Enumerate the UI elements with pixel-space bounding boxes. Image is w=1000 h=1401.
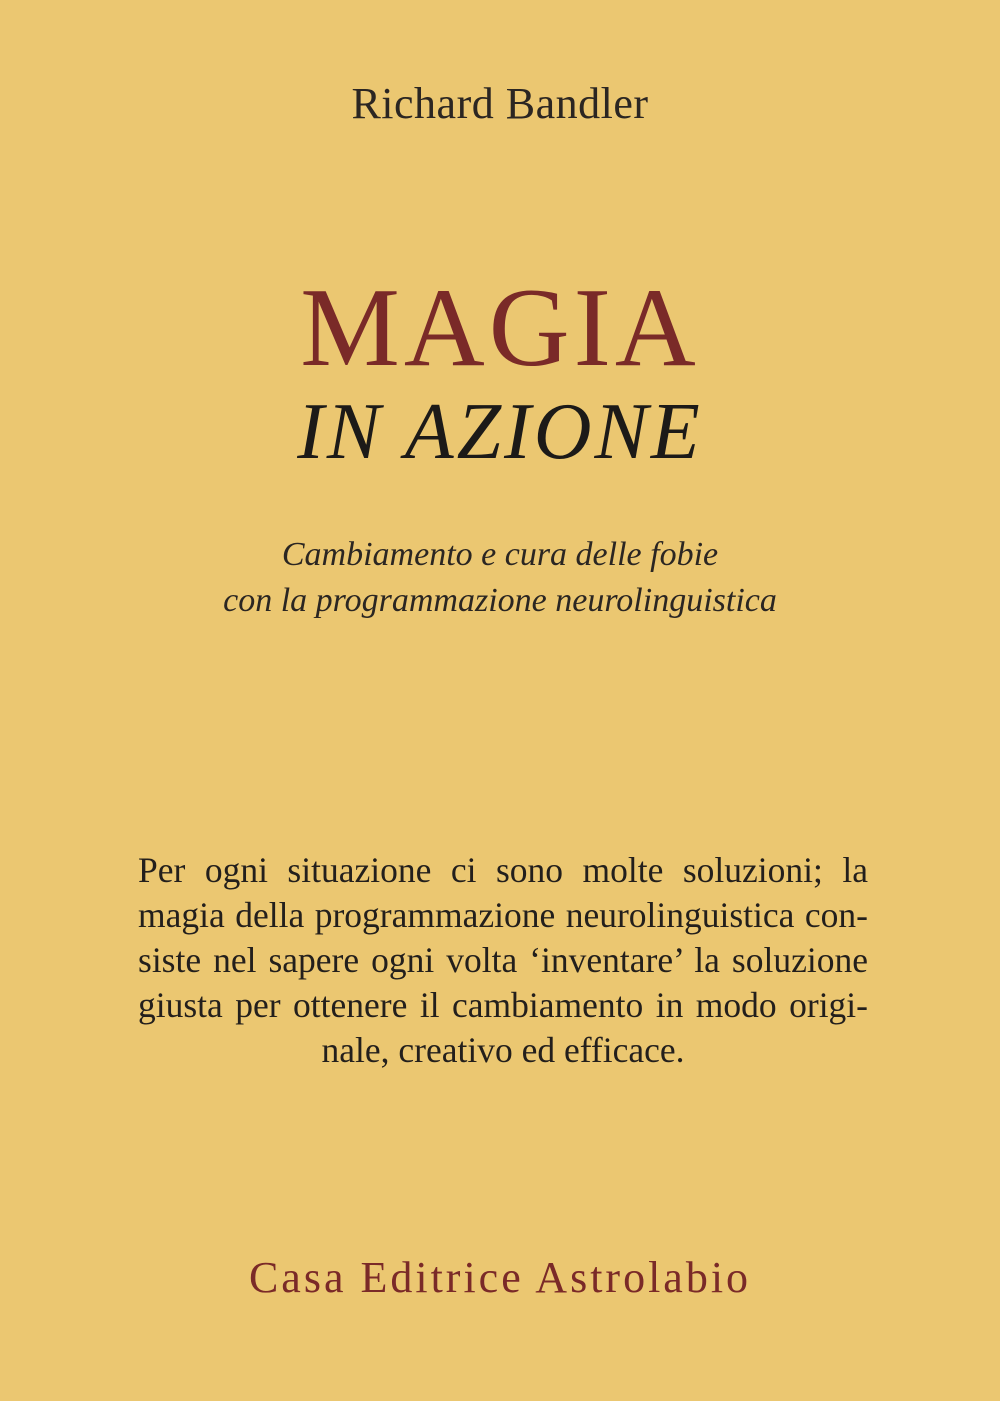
blurb-line: nale, creativo ed efficace. [321,1030,685,1070]
book-subtitle [0,532,1000,624]
blurb-line: Per ogni situazione ci sono molte soluzioni; la [138,850,868,890]
book-title: MAGIA [300,266,700,390]
blurb-line: magia della programmazione neurolinguistica con- [138,895,868,935]
cover-blurb [138,848,868,1073]
blurb-line: giusta per ottenere il cambiamento in modo origi- [138,985,868,1025]
blurb-line: siste nel sapere ogni volta ‘inventare’ la soluzione [138,940,868,980]
book-title-line-2: IN AZIONE [297,388,703,476]
subtitle-line: Cambiamento e cura delle fobie [281,536,719,573]
author-name: Richard Bandler [351,79,649,128]
subtitle-line: con la programmazione neurolinguistica [223,582,777,619]
publisher-name: Casa Editrice Astrolabio [248,1253,752,1302]
